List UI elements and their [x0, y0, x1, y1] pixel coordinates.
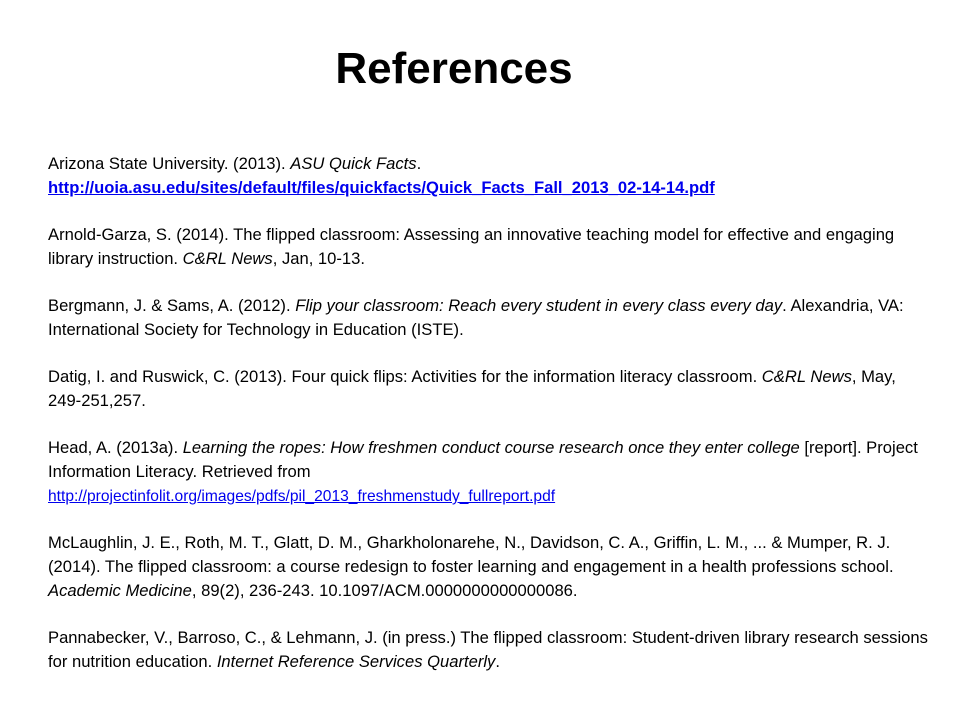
reference-item-arizona [48, 152, 928, 200]
reference-title: Flip your classroom: Reach every student in every class every day [295, 296, 783, 315]
reference-text: Arnold-Garza, S. (2014). The flipped classroom: Assessing an innovative teaching model for effective and engaging library instruction. [48, 225, 895, 268]
reference-text: Head, A. (2013a). [48, 438, 183, 457]
reference-text: . [416, 154, 422, 173]
slide-title: References [335, 44, 573, 93]
reference-item-bergmann [48, 294, 928, 342]
reference-list [48, 152, 928, 697]
reference-text: Bergmann, J. & Sams, A. (2012). [48, 296, 296, 315]
reference-text: McLaughlin, J. E., Roth, M. T., Glatt, D. M., Gharkholonarehe, N., Davidson, C. A., Griffin, L. M., ... & Mumper, R. J. (2014). The flipped classroom: a course redesign to foster learning and engagement in a health professions school. [48, 533, 894, 576]
reference-title: C&RL News [182, 249, 273, 268]
reference-item-mclaughlin [48, 531, 928, 603]
reference-link[interactable]: http://uoia.asu.edu/sites/default/files/quickfacts/Quick_Facts_Fall_2013_02-14-14.pdf [48, 178, 715, 197]
reference-text: , 89(2), 236-243. 10.1097/ACM.0000000000000086. [191, 581, 578, 600]
reference-title: Learning the ropes: How freshmen conduct course research once they enter college [182, 438, 800, 457]
reference-item-arnold-garza [48, 223, 928, 271]
reference-text: . [495, 652, 500, 671]
reference-item-pannabecker [48, 626, 928, 674]
reference-text: Pannabecker, V., Barroso, C., & Lehmann, J. (in press.) The flipped classroom: Student-driven library research sessions for nutrition education. [48, 628, 928, 671]
reference-title: Academic Medicine [48, 581, 192, 600]
reference-text: . Alexandria, VA: International Society for Technology in Education (ISTE). [48, 296, 904, 339]
reference-title: ASU Quick Facts [290, 154, 417, 173]
reference-link[interactable]: http://projectinfolit.org/images/pdfs/pil_2013_freshmenstudy_fullreport.pdf [48, 488, 556, 505]
reference-text: , Jan, 10-13. [272, 249, 365, 268]
reference-text: Arizona State University. (2013). [48, 154, 291, 173]
reference-text: Datig, I. and Ruswick, C. (2013). Four quick flips: Activities for the information literacy classroom. [48, 367, 762, 386]
reference-item-head [48, 436, 928, 509]
reference-item-datig [48, 365, 928, 413]
reference-text: [report]. Project Information Literacy. Retrieved from [48, 438, 918, 481]
reference-title: Internet Reference Services Quarterly [216, 652, 496, 671]
reference-title: C&RL News [761, 367, 852, 386]
reference-text: , May, 249-251,257. [48, 367, 896, 410]
